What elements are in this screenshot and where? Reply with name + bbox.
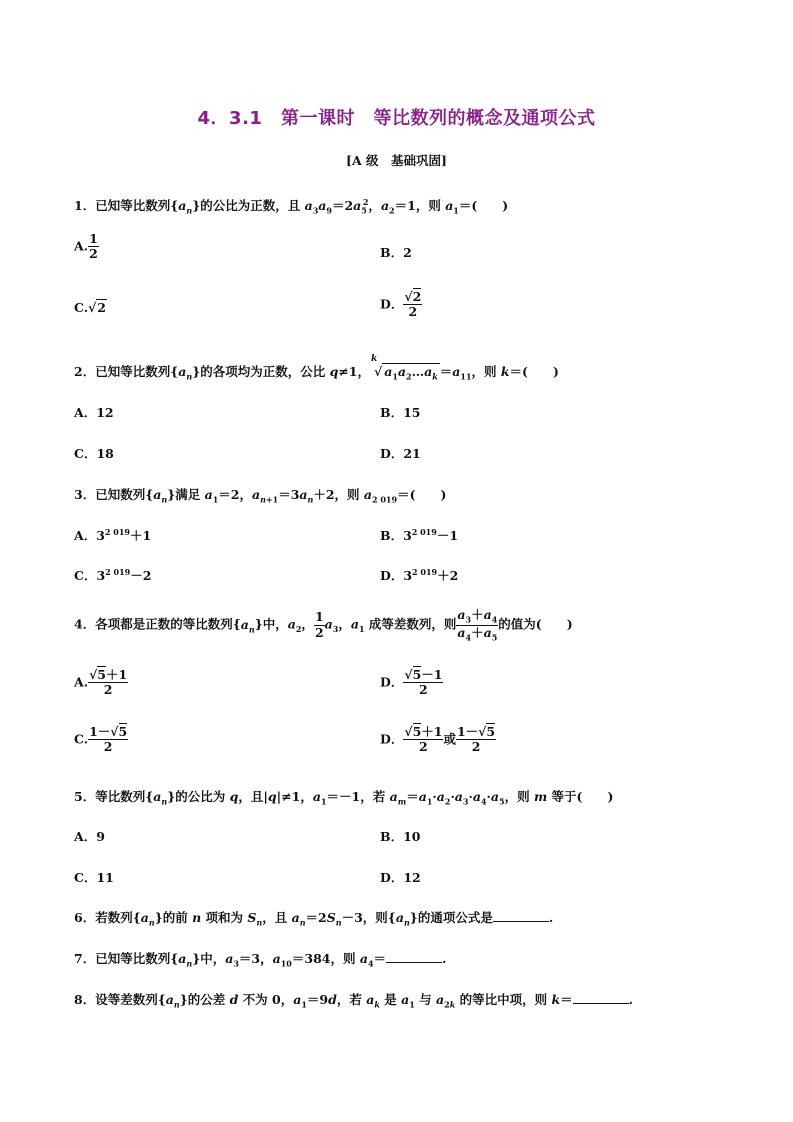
q2-option-c: C．18 — [74, 446, 114, 461]
q5-option-a: A．9 — [74, 829, 105, 844]
q2-option-d: D．21 — [380, 446, 421, 461]
q3-option-d: D．$3^{2 019}+2$ — [380, 566, 459, 583]
question-3: 3．已知数列$\{a_n\}$满足 $a_1=2$，$a_{n+1}=3a_n+2$，则 $a_{2 019}=$( ) — [74, 487, 447, 505]
question-8: 8．设等差数列$\{a_n\}$的公差 d 不为 0，$a_1=9d$，若 $a_k$ 是 $a_1$ 与 $a_{2k}$ 的等比中项，则 k＝ . — [74, 992, 634, 1010]
q4-option-a: A. $\frac{√5+1}{2}$ — [74, 667, 128, 698]
q3-option-a: A．$3^{2 019}+1$ — [74, 526, 152, 543]
question-2: 2．已知等比数列$\{a_n\}$的各项均为正数，公比 q≠1， k √ $a_1a_2\dots a_k =a_{11}$，则 k＝( ) — [74, 354, 559, 382]
q3-option-b: B．$3^{2 019}-1$ — [380, 526, 459, 543]
answer-blank[interactable] — [573, 993, 629, 1004]
section-heading: [A 级 基础巩固] — [346, 153, 447, 168]
q4-option-d: D． $\frac{√5+1}{2}$ 或 $\frac{1-√5}{2}$ — [380, 724, 496, 755]
q1-option-d: D． $\frac{√2}{2}$ — [380, 289, 422, 320]
question-4: 4．各项都是正数的等比数列$\{a_n\}$中，$a_2$， $\frac{1}{2}$ $a_3$，$a_1$ 成等差数列，则 $\frac{a_3+a_4}{a_4+a_5}$ 的值为( ) — [74, 607, 573, 643]
q5-option-b: B．10 — [380, 829, 421, 844]
question-1: 1．已知等比数列$\{a_n\}$的公比为正数，且 $a_3a_9=2a_5^2$，$a_2=1$，则 $a_1=$( ) — [74, 196, 509, 216]
q1-option-a: A. $\frac{1}{2}$ — [74, 231, 98, 262]
answer-blank[interactable] — [386, 952, 442, 963]
answer-blank[interactable] — [493, 911, 549, 922]
page-title: 4．3.1 第一课时 等比数列的概念及通项公式 — [197, 108, 596, 129]
q2-option-a: A．12 — [74, 405, 114, 420]
question-7: 7．已知等比数列$\{a_n\}$中，$a_3=3$，$a_{10}=384$，则 $a_4=$ . — [74, 951, 447, 969]
q4-option-b: D． $\frac{√5-1}{2}$ — [380, 667, 443, 698]
q1-option-b: B．2 — [380, 245, 412, 260]
q1-option-c: C.√2 — [74, 300, 106, 315]
q5-option-d: D．12 — [380, 870, 421, 885]
q2-option-b: B．15 — [380, 405, 421, 420]
q4-option-c: C. $\frac{1-√5}{2}$ — [74, 724, 128, 755]
q3-option-c: C．$3^{2 019}-2$ — [74, 566, 152, 583]
question-5: 5．等比数列$\{a_n\}$的公比为 q，且|q|≠1，$a_1=-1$，若 $a_m=a_1\cdot a_2\cdot a_3\cdot a_4\cdot a_5$，则 m 等于( ) — [74, 789, 614, 807]
question-6: 6．若数列$\{a_n\}$的前 n 项和为 $S_n$，且 $a_n=2S_n-3$，则$\{a_n\}$的通项公式是 . — [74, 910, 554, 928]
q5-option-c: C．11 — [74, 870, 114, 885]
